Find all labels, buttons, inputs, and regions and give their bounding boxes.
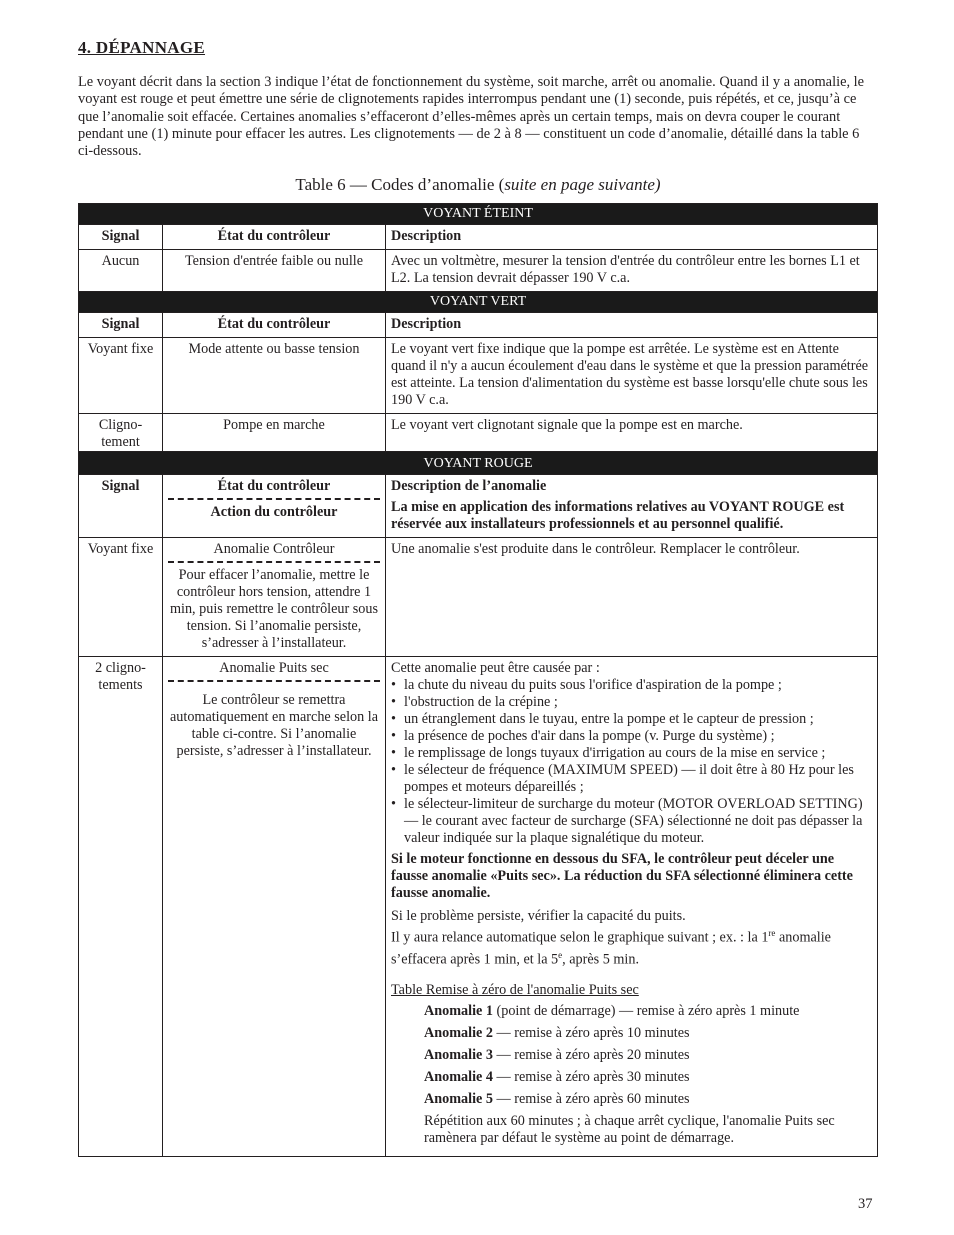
col-description: Description [386,313,878,338]
reset-item [424,1047,872,1064]
list-item: • la présence de poches d'air dans la pompe (v. Purge du système) ; [391,728,872,745]
action-text: Le contrôleur se remettra automatiquement en marche selon la table ci-contre. Si l’anomalie persiste, s’adresser à l’installateur. [169,692,378,759]
fault-codes-table [78,203,878,1157]
col-signal: Signal [79,475,163,538]
dashed-divider [168,498,380,500]
cause-intro: Cette anomalie peut être causée par : [391,660,600,676]
section-title: 4. DÉPANNAGE [78,38,206,57]
table-row [79,414,878,452]
list-item: • un étranglement dans le tuyau, entre la pompe et le capteur de pression ; [391,711,872,728]
signal-cell: Voyant fixe [79,538,163,657]
table-row [79,538,878,657]
superscript-1: re [768,928,776,938]
list-item: • l'obstruction de la crépine ; [391,694,872,711]
description-cell: Le voyant vert fixe indique que la pompe est arrêtée. Le système est en Attente quand il n'y a aucun écoulement d'eau dans le système et que la pression paramétrée est atteinte. La tension d'alimentation du système est basse lorsqu'elle chute sous les 190 V c.a. [386,338,878,414]
signal-cell [79,414,163,452]
intro-paragraph: Le voyant décrit dans la section 3 indique l’état de fonctionnement du système, soit marche, arrêt ou anomalie. Quand il y a anomalie, le voyant est rouge et peut émettre une série de clignotements rapides interrompus pendant une (1) seconde, puis répétés, et ce, jusqu’à ce que l’anomalie soit effacée. Certaines anomalies s’effaceront d’elles-mêmes après un certain temps, mais on devra couper le courant pendant une (1) minute pour effacer les autres. Les clignotements — de 2 à 8 — constituent un code d’anomalie, détaillé dans la table 6 ci-dessous. [78,74,865,160]
reset-text: — remise à zéro après 30 minutes [492,1069,690,1086]
superscript-2: e [558,949,563,960]
action-text: Pour effacer l’anomalie, mettre le contrôleur hors tension, attendre 1 min, puis remettre le contrôleur sous tension. Si l’anomalie persiste, s’adresser à l’installateur. [169,567,379,651]
signal-cell [79,657,163,1157]
reset-text: — remise à zéro après 60 minutes [492,1091,690,1108]
reset-text: — remise à zéro après 10 minutes [492,1025,690,1042]
sfa-note: Si le moteur fonctionne en dessous du SFA, le contrôleur peut déceler une fausse anomalie «Puits sec». La réduction du SFA sélectionné éliminera cette fausse anomalie. [391,851,853,901]
table-row [79,250,878,292]
col-description [386,475,878,538]
description-cell [386,657,878,1157]
cause-list [391,677,872,847]
header-row-off [79,225,878,250]
list-item: • la chute du niveau du puits sous l'orifice d'aspiration de la pompe ; [391,677,872,694]
state-header: État du contrôleur [217,478,331,494]
band-off: VOYANT ÉTEINT [79,204,878,225]
caption-main: Table 6 — Codes d’anomalie ( [295,175,505,194]
signal-cell: Voyant fixe [79,338,163,414]
reset-text: (point de démarrage) — remise à zéro après 1 minute [492,1003,800,1020]
list-item: • le sélecteur-limiteur de surcharge du moteur (MOTOR OVERLOAD SETTING) — le courant avec facteur de surcharge (SFA) sélectionné ne doit pas dépasser la valeur indiquée sur la plaque signalétique du moteur. [391,796,872,847]
col-signal: Signal [79,313,163,338]
col-signal: Signal [79,225,163,250]
relaunch-b: anomalie s’effacera après 1 min, et la 5 [391,929,831,968]
reset-text: — remise à zéro après 20 minutes [492,1047,690,1064]
state-label: Anomalie Contrôleur [213,541,335,557]
action-header: Action du contrôleur [210,504,338,520]
band-red: VOYANT ROUGE [79,452,878,475]
header-row-red [79,475,878,538]
description-cell: Le voyant vert clignotant signale que la pompe est en marche. [386,414,878,452]
description-cell: Avec un voltmètre, mesurer la tension d'entrée du contrôleur entre les bornes L1 et L2. La tension devrait dépasser 190 V c.a. [386,250,878,292]
table-row [79,338,878,414]
reset-item [424,1069,872,1086]
description-cell: Une anomalie s'est produite dans le contrôleur. Remplacer le contrôleur. [386,538,878,657]
list-item: • le sélecteur de fréquence (MAXIMUM SPEED) — il doit être à 80 Hz pour les pompes et moteurs dépareillés ; [391,762,872,796]
reset-list [424,1003,872,1147]
reset-item [424,1091,872,1108]
signal-text: 2 cligno- tements [95,660,146,693]
col-description: Description [386,225,878,250]
reset-label: Anomalie 4 [424,1069,493,1086]
state-cell [163,657,386,1157]
state-cell: Tension d'entrée faible ou nulle [163,250,386,292]
relaunch-a: Il y aura relance automatique selon le graphique suivant ; ex. : la 1 [391,929,769,946]
reset-item [424,1003,872,1020]
signal-text: Cligno- tement [98,417,143,450]
reset-label: Anomalie 2 [424,1025,493,1042]
fault-description-header: Description de l’anomalie [391,478,547,494]
state-cell: Pompe en marche [163,414,386,452]
state-label: Anomalie Puits sec [219,660,329,676]
reset-label: Anomalie 3 [424,1047,493,1064]
caption-italic: suite en page suivante) [504,175,661,194]
relaunch-c: , après 5 min. [562,951,639,968]
reset-label: Anomalie 5 [424,1091,493,1108]
col-state [163,475,386,538]
qualified-note: La mise en application des informations relatives au VOYANT ROUGE est réservée aux installateurs professionnels et au personnel qualifié. [391,499,845,532]
table-caption [78,175,878,195]
check-text: Si le problème persiste, vérifier la capacité du puits. [391,908,686,924]
capacity-note [391,908,872,968]
state-cell [163,538,386,657]
signal-cell: Aucun [79,250,163,292]
col-state: État du contrôleur [163,313,386,338]
reset-item [424,1025,872,1042]
state-cell: Mode attente ou basse tension [163,338,386,414]
reset-table-title: Table Remise à zéro de l'anomalie Puits sec [391,982,639,999]
dashed-divider [168,561,380,563]
band-green: VOYANT VERT [79,292,878,313]
list-item: • le remplissage de longs tuyaux d'irrigation au cours de la mise en service ; [391,745,872,762]
reset-label: Anomalie 1 [424,1003,493,1020]
page-number: 37 [858,1196,873,1212]
dashed-divider [168,680,380,682]
col-state: État du contrôleur [163,225,386,250]
header-row-green [79,313,878,338]
repeat-note: Répétition aux 60 minutes ; à chaque arrêt cyclique, l'anomalie Puits sec ramènera par défaut le système au point de démarrage. [424,1113,835,1147]
table-row [79,657,878,1157]
